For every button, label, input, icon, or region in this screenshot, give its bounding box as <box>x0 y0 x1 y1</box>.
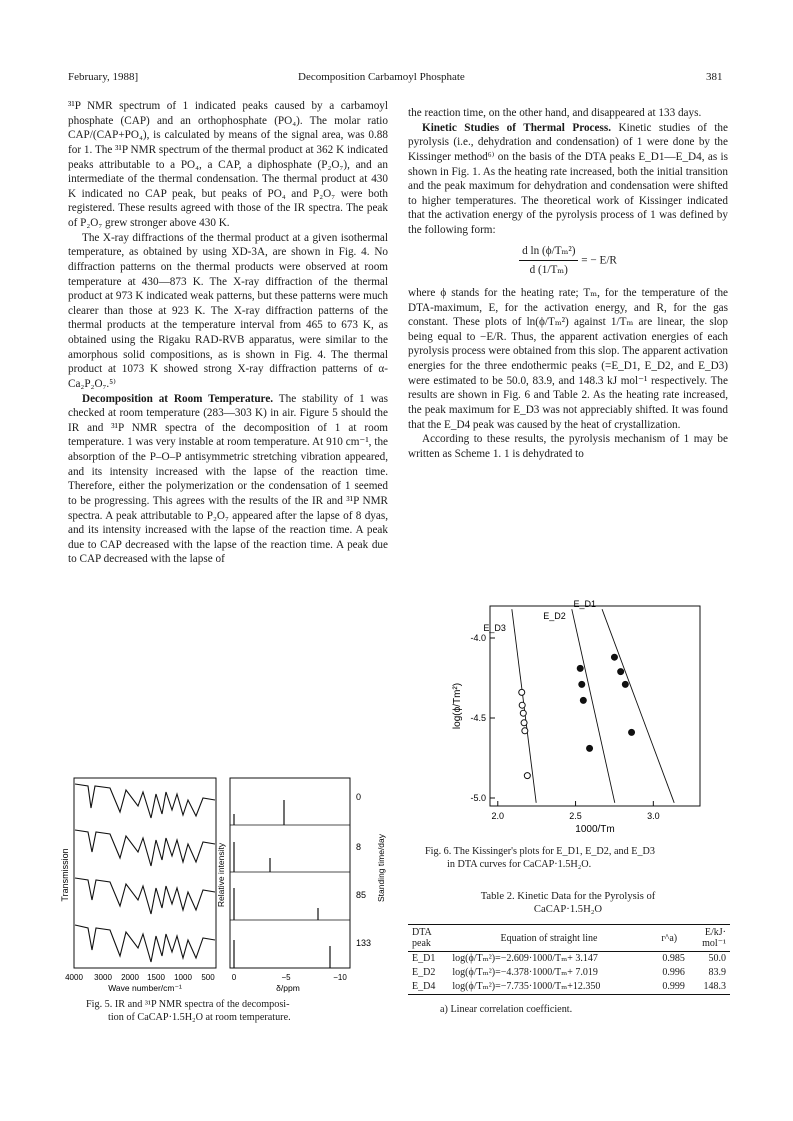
table-2 <box>408 924 730 995</box>
paragraph-text: Kinetic studies of the pyrolysis (i.e., dehydration and condensation) of 1 were done by the Kissinger method⁶⁾ on the basis of the DTA peaks E_D1—E_D4, as is shown in Fig. 1. As the heating rate increased, both the initial transition and the peak maximum for dehydration and condensation were shifted to higher temperatures. The theoretical work of Kissinger indicated that the activation energy of the pyrolysis process of 1 was defined by the following form: <box>408 121 728 236</box>
fit-line-ed2 <box>572 609 615 803</box>
table-cell-r: 0.999 <box>662 981 685 992</box>
day-label: 133 <box>356 938 372 948</box>
fit-line-ed1 <box>602 609 674 803</box>
table-cell-e: 83.9 <box>708 967 726 978</box>
table-cell-peak: E_D4 <box>412 981 436 992</box>
nmr-x-axis-label: δ/ppm <box>276 983 300 993</box>
table-cell-r: 0.996 <box>662 967 685 978</box>
chart-y-axis-label: log(ϕ/Tm²) <box>452 682 463 730</box>
section-heading: Decomposition at Room Temperature. <box>82 392 274 405</box>
table-cell-r: 0.985 <box>662 953 685 964</box>
equation-numerator: d ln (ϕ/Tₘ²) <box>519 244 578 262</box>
table-row <box>408 966 730 980</box>
figure-6-kissinger-plot <box>450 600 710 840</box>
ir-x-tick: 2000 <box>121 973 139 982</box>
ir-y-axis-label: Transmission <box>60 848 70 902</box>
ir-spectrum-trace <box>75 925 215 962</box>
nmr-x-tick: −5 <box>281 973 291 982</box>
page-number: 381 <box>706 71 723 83</box>
data-point-ed1 <box>622 681 628 687</box>
paragraph-text: The stability of 1 was checked at room temperature (283—303 K) in air. Figure 5 should the IR and ³¹P NMR spectra of the decomposition of 1 at room temperature. 1 was very instable at room temperature. At 910 cm⁻¹, the absorption of the P–O–P antisymmetric stretching vibration appeared, and its intensity increased with the lapse of the reaction time. Therefore, either the polymerization or the condensation of 1 seemed to be progressing. This agrees with the results of the IR and ³¹P NMR spectra. A peak attributable to P₂O₇ appeared after the lapse of 8 dyas, and its intensity increased with the lapse of the reaction time. A peak due to CAP decreased with the lapse of the reaction time. A peak due to CAP decreased with the lapse of <box>68 392 388 566</box>
series-label: E_D2 <box>543 611 566 622</box>
table-row <box>408 952 730 967</box>
data-point-ed3 <box>519 702 525 708</box>
table-cell-eq: log(ϕ/Tₘ²)=−2.609·1000/Tₘ+ 3.147 <box>452 953 598 964</box>
x-tick-label: 2.5 <box>569 811 582 821</box>
table-title-line: CaCAP·1.5H₂O <box>533 904 603 915</box>
paragraph: The X-ray diffractions of the thermal product at a given isothermal temperature, as obtained by using XD-3A, are shown in Fig. 4. No diffraction patterns on the thermal products were observed at room temperature at 430—873 K. The X-ray diffraction of the thermal product at 973 K indicated weak patterns, but these patterns were much clearer than those at 923 K. The X-ray diffraction patterns of the thermal products at the temperature interval from 465 to 673 K, as obtained using the Rigaku RAD-RVB apparatus, were similar to the amorphous solid compositions, as is shown in Fig. 4. The thermal product at 1073 K showed strong X-ray diffraction patterns of α-Ca₂P₂O₇.⁵⁾ <box>68 231 388 390</box>
caption-line: Fig. 6. The Kissinger's plots for E_D1, E_D2, and E_D3 <box>425 846 655 857</box>
nmr-x-tick: 0 <box>231 973 237 982</box>
caption-line: Fig. 5. IR and ³¹P NMR spectra of the decomposi- <box>86 999 290 1010</box>
chart-x-axis-label: 1000/Tm <box>575 824 615 835</box>
table-2-title <box>408 890 728 916</box>
table-footnote: a) Linear correlation coefficient. <box>440 1004 573 1015</box>
ir-spectrum-trace <box>75 784 215 818</box>
ir-x-tick: 1500 <box>147 973 165 982</box>
x-tick-label: 2.0 <box>491 811 505 821</box>
x-tick-label: 3.0 <box>647 811 660 821</box>
equation-fraction <box>519 244 578 278</box>
table-title-line: Table 2. Kinetic Data for the Pyrolysis of <box>480 891 656 902</box>
table-header: E/kJ· mol⁻¹ <box>702 927 726 949</box>
equation-denominator: d (1/Tₘ) <box>529 264 568 277</box>
paragraph: the reaction time, on the other hand, and disappeared at 133 days. <box>408 107 702 119</box>
table-cell-peak: E_D2 <box>412 967 436 978</box>
table-cell-eq: log(ϕ/Tₘ²)=−4.378·1000/Tₘ+ 7.019 <box>452 967 598 978</box>
ir-x-tick: 4000 <box>65 973 83 982</box>
figure-5 <box>58 770 398 1020</box>
section-heading: Kinetic Studies of Thermal Process. <box>422 121 611 134</box>
table-header: r^a) <box>661 932 678 944</box>
paragraph: ³¹P NMR spectrum of 1 indicated peaks caused by a carbamoyl phosphate (CAP) and an orthophosphate (PO₄). The molar ratio CAP/(CAP+PO₄), is calculated by means of the signal area, was 0.88 for 1. The ³¹P NMR spectrum of the thermal product at 362 K indicated peaks attributable to a PO₄, a CAP, a diphosphate (P₂O₇), and an intermediate of the thermal condensation. The thermal product at 430 K indicated no CAP peak, but peaks of PO₄ and P₂O₇ were both registered. These results agreed with those of the IR spectra. The peak of P₂O₇ grew stronger above 430 K. <box>68 100 388 229</box>
y-tick-label: -4.0 <box>470 633 486 643</box>
ir-spectrum-trace <box>75 878 215 914</box>
table-cell-peak: E_D1 <box>412 953 436 964</box>
data-point-ed3 <box>521 720 527 726</box>
paragraph: where ϕ stands for the heating rate; Tₘ, for the temperature of the DTA-maximum, E, for the activation energy, and R, for the gas constant. These plots of ln(ϕ/Tₘ²) against 1/Tₘ are linear, the slop being equal to −E/R. Thus, the apparent activation energies of each pyrolysis process were obtained from this slop. The apparent activation energies for the three endothermic peaks (=E_D1, E_D2, and E_D3) were estimated to be 50.0, 83.9, and 148.3 kJ mol⁻¹ respectively. The results are shown in Fig. 6 and Table 2. As the heating rate increased, the peak maximum for E_D3 was not appreciably shifted. It was found that the E_D4 peak was caused by the heat of crystallization. <box>408 286 728 431</box>
data-point-ed2 <box>579 681 585 687</box>
paragraph <box>408 121 728 238</box>
paragraph <box>68 392 388 568</box>
table-header: DTA peak <box>412 927 432 949</box>
day-label: 85 <box>356 890 367 900</box>
left-column <box>68 99 388 567</box>
ir-x-axis-label: Wave number/cm⁻¹ <box>108 983 182 993</box>
table-cell-e: 148.3 <box>703 981 726 992</box>
day-label: 0 <box>356 792 362 802</box>
equation-rhs: = − E/R <box>581 254 617 267</box>
data-point-ed1 <box>618 669 624 675</box>
figure-6-caption <box>425 845 745 871</box>
caption-line: tion of CaCAP·1.5H₂O at room temperature. <box>108 1012 291 1023</box>
data-point-ed1 <box>629 729 635 735</box>
data-point-ed3 <box>524 773 530 779</box>
ir-x-tick: 1000 <box>174 973 192 982</box>
figure-5-caption <box>86 998 396 1024</box>
paragraph: According to these results, the pyrolysis mechanism of 1 may be written as Scheme 1. 1 is dehydrated to <box>408 433 728 460</box>
ir-spectrum-trace <box>75 830 215 866</box>
caption-line: in DTA curves for CaCAP·1.5H₂O. <box>447 859 592 870</box>
ir-x-tick: 500 <box>201 973 215 982</box>
table-header: Equation of straight line <box>500 932 598 944</box>
nmr-y-axis-label: Relative intensity <box>216 842 226 908</box>
data-point-ed2 <box>580 697 586 703</box>
series-label: E_D1 <box>573 600 597 610</box>
ir-x-tick: 3000 <box>94 973 112 982</box>
running-header-title: Decomposition Carbamoyl Phosphate <box>298 71 465 83</box>
nmr-x-tick: −10 <box>333 973 347 982</box>
data-point-ed3 <box>519 689 525 695</box>
right-column <box>408 106 728 461</box>
series-label: E_D3 <box>483 623 506 634</box>
table-cell-eq: log(ϕ/Tₘ²)=−7.735·1000/Tₘ+12.350 <box>452 981 601 992</box>
data-point-ed1 <box>611 654 617 660</box>
standing-time-axis-label: Standing time/day <box>376 833 386 903</box>
data-point-ed2 <box>577 665 583 671</box>
y-tick-label: -5.0 <box>470 793 486 803</box>
data-point-ed3 <box>522 728 528 734</box>
kissinger-equation <box>408 244 728 278</box>
day-label: 8 <box>356 842 362 852</box>
running-header-date: February, 1988] <box>68 71 139 83</box>
table-row <box>408 980 730 995</box>
table-cell-e: 50.0 <box>708 953 726 964</box>
data-point-ed2 <box>587 745 593 751</box>
nmr-panel-frame <box>230 778 350 968</box>
data-point-ed3 <box>520 710 526 716</box>
y-tick-label: -4.5 <box>470 713 486 723</box>
